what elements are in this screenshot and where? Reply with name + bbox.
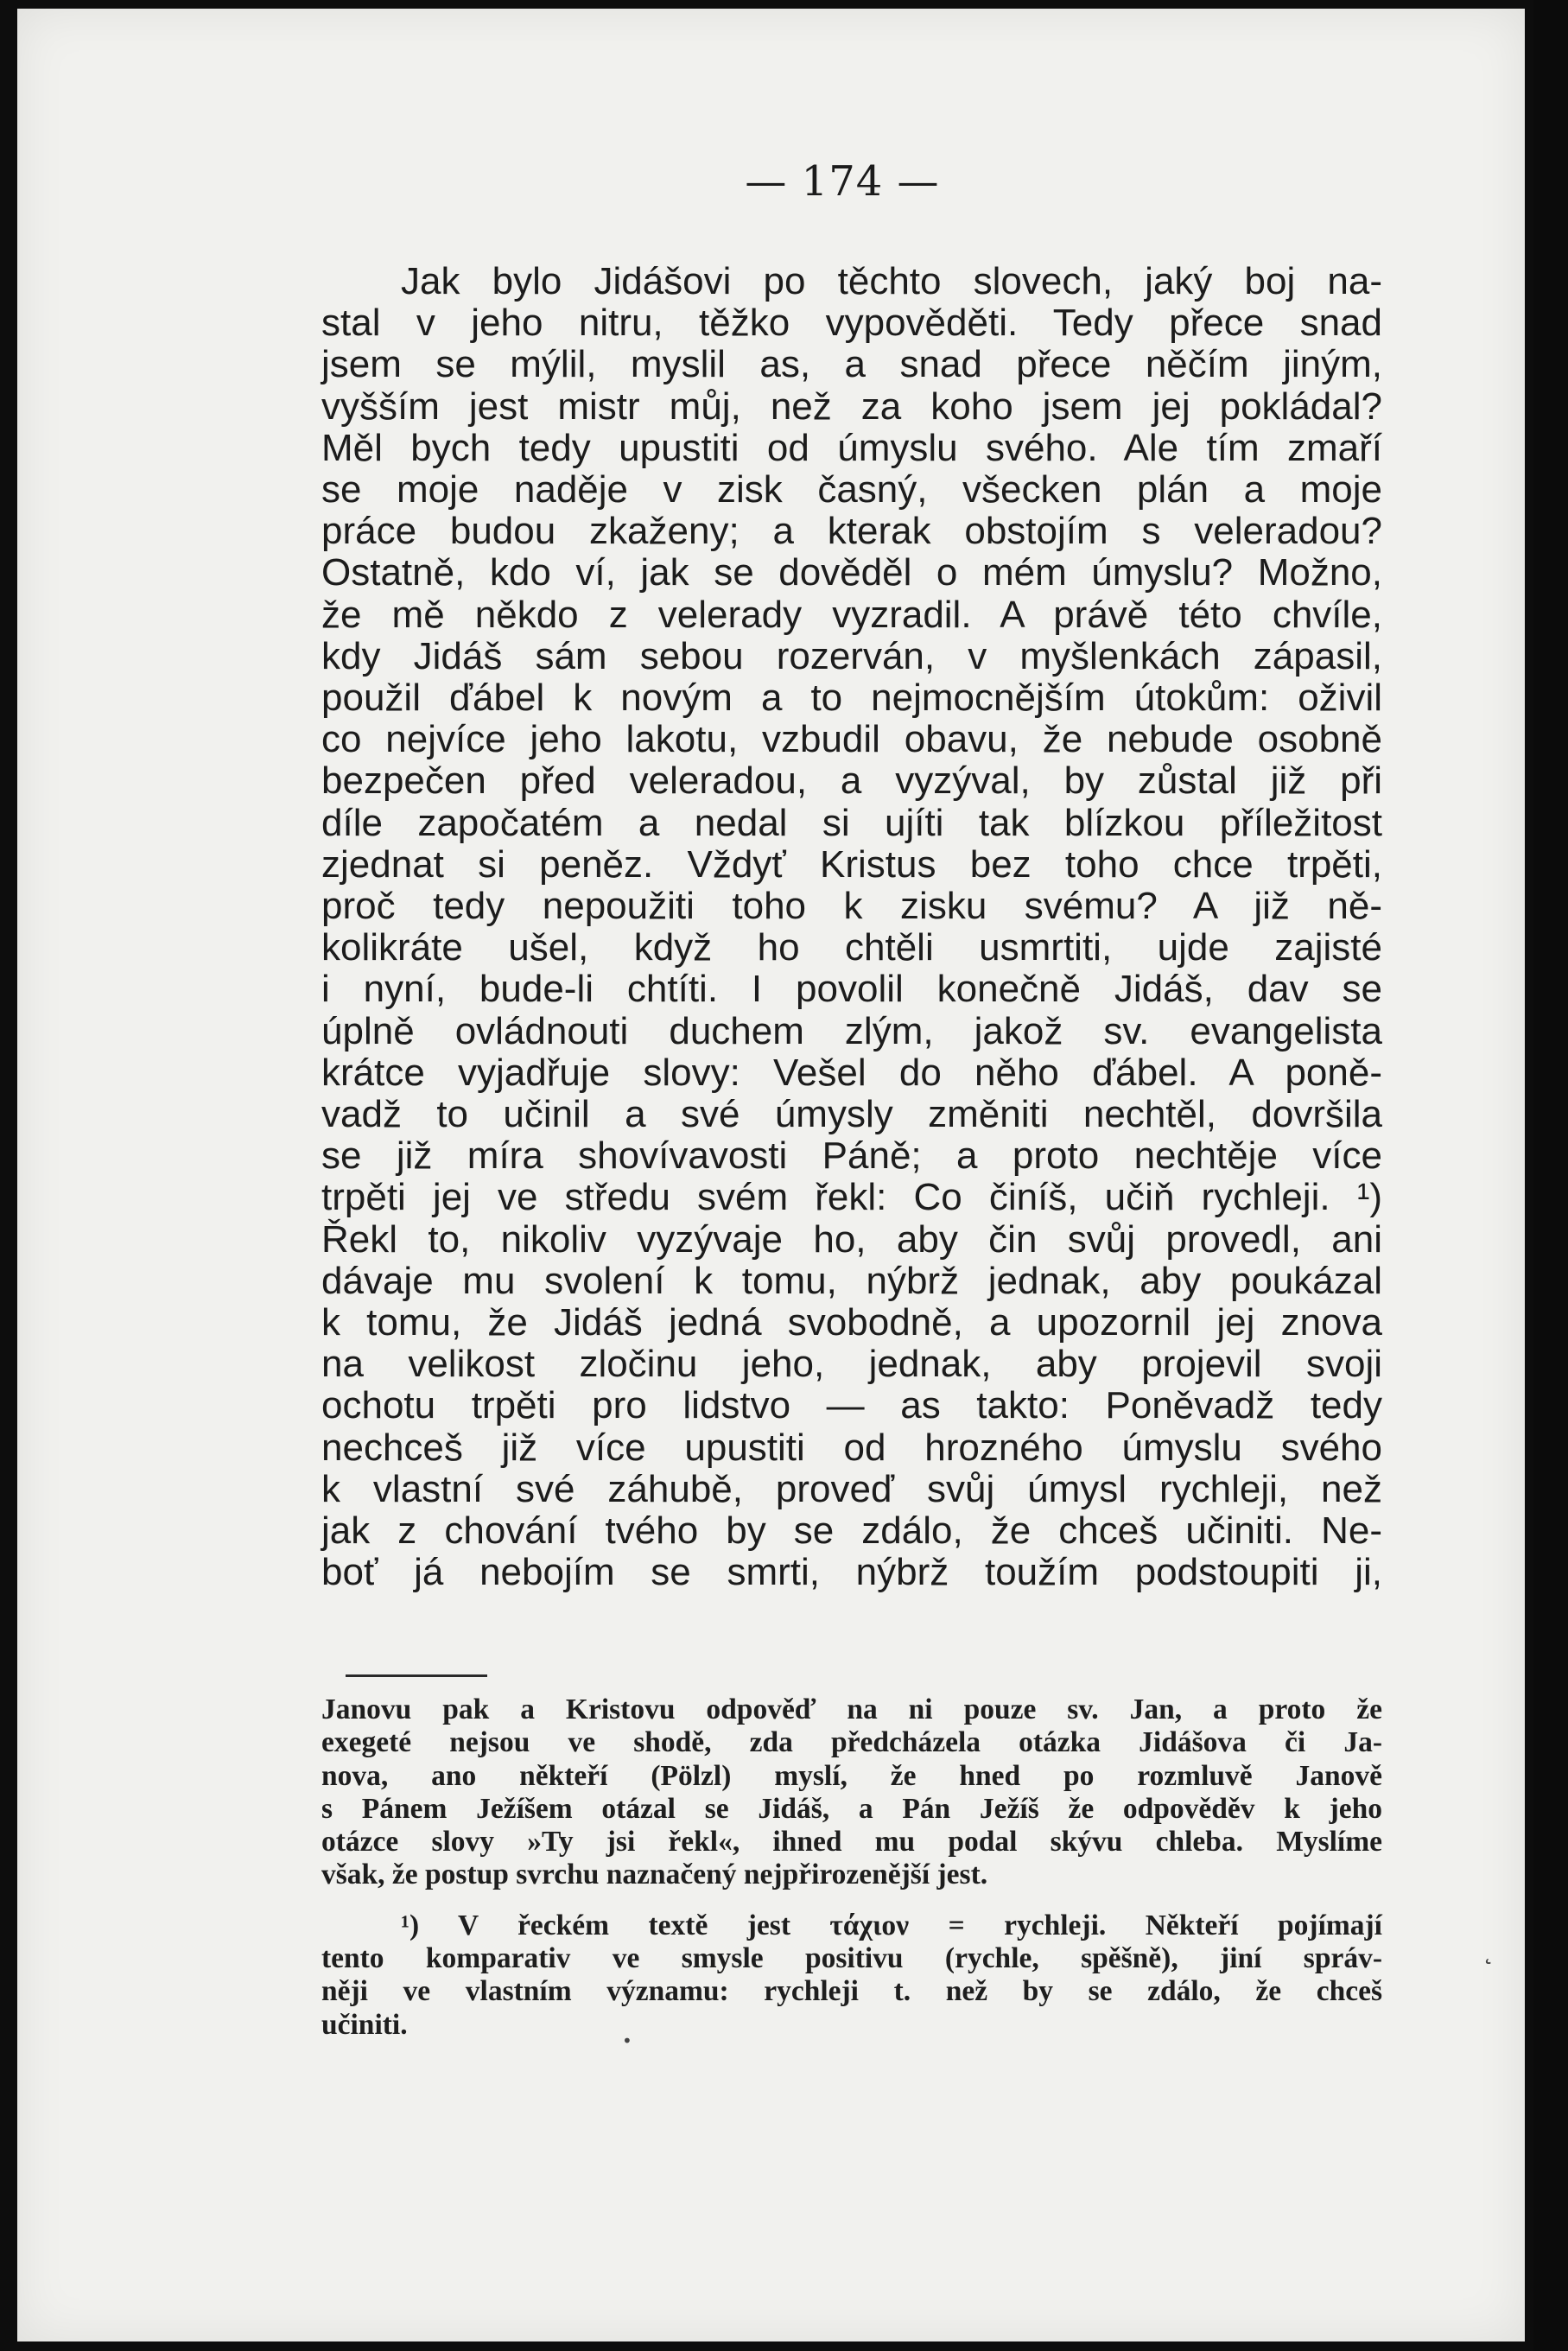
text-line: proč tedy nepoužiti toho k zisku svému? A již ně- — [321, 885, 1382, 928]
footnotes — [321, 1693, 1382, 2042]
page-number: — 174 — — [745, 157, 940, 206]
footnote-line: ¹) V řeckém textě jest τάχιον = rychleji. Někteří pojímají — [401, 1909, 1382, 1941]
text-line: jak z chování tvého by se zdálo, že chceš učiniti. Ne- — [321, 1509, 1382, 1553]
text-line: ochotu trpěti pro lidstvo — as takto: Poněvadž tedy — [321, 1384, 1382, 1427]
footnote-line: tento komparativ ve smysle positivu (rychle, spěšně), jiní správ- — [321, 1942, 1382, 1975]
text-line: vadž to učinil a své úmysly změniti nechtěl, dovršila — [321, 1093, 1382, 1136]
text-line: trpěti jej ve středu svém řekl: Co činíš, učiň rychleji. ¹) — [321, 1176, 1382, 1219]
note-line: Janovu pak a Kristovu odpověď na ni pouze sv. Jan, a proto že — [321, 1693, 1382, 1725]
text-line: k tomu, že Jidáš jedná svobodně, a upozornil jej znova — [321, 1301, 1382, 1344]
footnote-line: učiniti. — [321, 2008, 408, 2041]
text-line: Řekl to, nikoliv vyzývaje ho, aby čin svůj provedl, ani — [321, 1217, 1382, 1261]
text-line: bezpečen před veleradou, a vyzýval, by zůstal již při — [321, 759, 1382, 803]
text-line: kolikráte ušel, když ho chtěli usmrtiti, ujde zajisté — [321, 926, 1382, 969]
text-line: vyšším jest mistr můj, než za koho jsem jej pokládal? — [321, 384, 1382, 428]
scan-edge — [1533, 0, 1568, 2351]
margin-speck: ˛ — [1482, 1935, 1495, 1966]
text-line: nechceš již více upustiti od hrozného úmyslu svého — [321, 1426, 1382, 1469]
text-line: práce budou zkaženy; a kterak obstojím s veleradou? — [321, 510, 1382, 553]
note-line: exegeté nejsou ve shodě, zda předcházela otázka Jidášova či Ja- — [321, 1726, 1382, 1759]
note-line: s Pánem Ježíšem otázal se Jidáš, a Pán Ježíš že odpověděv k jeho — [321, 1792, 1382, 1825]
print-speck: • — [622, 2030, 632, 2051]
note-line: nova, ano někteří (Pölzl) myslí, že hned po rozmluvě Janově — [321, 1759, 1382, 1792]
note-line: otázce slovy »Ty jsi řekl«, ihned mu podal skývu chleba. Myslíme — [321, 1826, 1382, 1859]
note-gap — [321, 1892, 1382, 1909]
note-line: však, že postup svrchu naznačený nejpřirozenější jest. — [321, 1859, 988, 1891]
text-line: díle započatém a nedal si ujíti tak blízkou příležitost — [321, 801, 1382, 844]
text-line: na velikost zločinu jeho, jednak, aby projevil svoji — [321, 1343, 1382, 1386]
footnote-line: něji ve vlastním významu: rychleji t. než by se zdálo, že chceš — [321, 1975, 1382, 2008]
text-line: co nejvíce jeho lakotu, vzbudil obavu, že nebude osobně — [321, 718, 1382, 761]
book-page — [17, 9, 1525, 2341]
text-line: i nyní, bude-li chtíti. I povolil konečně Jidáš, dav se — [321, 968, 1382, 1011]
text-line: jsem se mýlil, myslil as, a snad přece něčím jiným, — [321, 343, 1382, 386]
text-line: Ostatně, kdo ví, jak se dověděl o mém úmyslu? Možno, — [321, 551, 1382, 594]
text-line: Jak bylo Jidášovi po těchto slovech, jaký boj na- — [401, 260, 1382, 302]
text-line: se moje naděje v zisk časný, všecken plán a moje — [321, 468, 1382, 512]
text-line: dávaje mu svolení k tomu, nýbrž jednak, aby poukázal — [321, 1259, 1382, 1302]
text-line: úplně ovládnouti duchem zlým, jakož sv. evangelista — [321, 1009, 1382, 1052]
text-line: k vlastní své záhubě, proveď svůj úmysl rychleji, než — [321, 1467, 1382, 1510]
text-line: kdy Jidáš sám sebou rozerván, v myšlenkách zápasil, — [321, 634, 1382, 677]
text-line: krátce vyjadřuje slovy: Vešel do něho ďábel. A poně- — [321, 1051, 1382, 1094]
text-line: stal v jeho nitru, těžko vypověděti. Tedy přece snad — [321, 302, 1382, 345]
main-text — [321, 261, 1382, 1594]
footnote-separator — [346, 1674, 487, 1677]
text-line: zjednat si peněz. Vždyť Kristus bez toho chce trpěti, — [321, 842, 1382, 886]
text-line: použil ďábel k novým a to nejmocnějším útokům: oživil — [321, 677, 1382, 720]
text-line: se již míra shovívavosti Páně; a proto nechtěje více — [321, 1134, 1382, 1178]
text-line: že mě někdo z velerady vyzradil. A právě této chvíle, — [321, 593, 1382, 636]
text-line: boť já nebojím se smrti, nýbrž toužím podstoupiti ji, — [321, 1551, 1382, 1594]
text-line: Měl bych tedy upustiti od úmyslu svého. Ale tím zmaří — [321, 426, 1382, 469]
